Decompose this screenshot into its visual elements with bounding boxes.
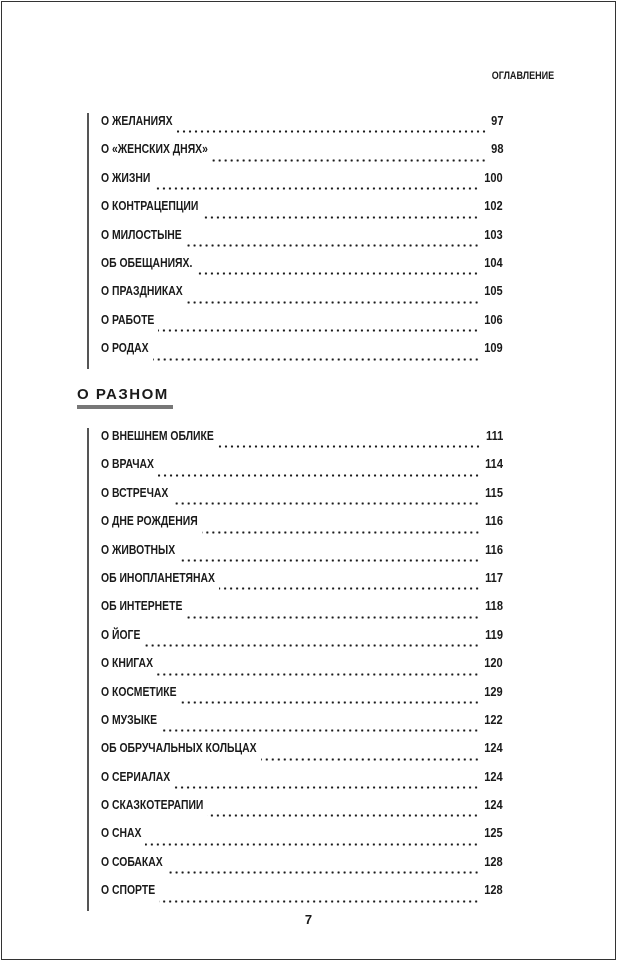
dot-leader [186, 244, 480, 247]
toc-entry-title-wrap [101, 627, 140, 642]
toc-entry-page: 124 [484, 740, 503, 756]
toc-entry-page: 128 [484, 882, 503, 898]
toc-entry-title-wrap [101, 312, 154, 327]
toc-entry-title: О СКАЗКОТЕРАПИИ [101, 797, 204, 813]
toc-entry-page: 128 [484, 853, 503, 869]
toc-entry-title-wrap [101, 825, 141, 840]
toc-entry-page: 114 [485, 456, 503, 472]
toc-entry-title-wrap [101, 198, 198, 213]
dot-leader [181, 701, 480, 704]
toc-entry-title: О ЙОГЕ [101, 626, 141, 642]
dot-leader [174, 786, 479, 789]
toc-entry-page: 124 [484, 797, 503, 813]
dot-leader [159, 900, 479, 903]
dot-leader [186, 616, 480, 619]
dot-leader [187, 301, 480, 304]
toc-entry-title: О ЖЕЛАНИЯХ [101, 113, 173, 128]
dot-leader [157, 673, 479, 676]
dot-leader [218, 445, 481, 448]
toc-entry-page: 118 [485, 598, 503, 614]
toc-entry-title-wrap [101, 740, 257, 755]
toc-entry[interactable] [89, 485, 503, 513]
toc-entry[interactable] [89, 712, 503, 740]
toc-entry-page: 116 [485, 513, 503, 529]
toc-entry-page: 122 [484, 711, 503, 727]
toc-entry[interactable] [89, 312, 503, 340]
dot-leader [177, 130, 487, 133]
toc-entry-page: 102 [484, 198, 503, 214]
toc-entry-title: О СЕРИАЛАХ [101, 768, 171, 784]
toc-entry-title-wrap [101, 769, 170, 784]
dot-leader [212, 159, 487, 162]
toc-entry-title: О ВНЕШНЕМ ОБЛИКЕ [101, 428, 214, 443]
toc-entry[interactable] [89, 797, 503, 825]
dot-leader [153, 358, 480, 361]
toc-entry-title: ОБ ИНТЕРНЕТЕ [101, 598, 183, 614]
toc-entry-title-wrap [101, 141, 208, 156]
toc-entry[interactable] [89, 255, 503, 283]
toc-entry-title-wrap [101, 170, 150, 185]
toc-entry[interactable] [89, 882, 503, 910]
toc-entry-title-wrap [101, 428, 214, 443]
toc-entry[interactable] [89, 598, 503, 626]
dot-leader [172, 502, 480, 505]
toc-entry-page: 103 [484, 226, 503, 242]
toc-entry-title-wrap [101, 570, 215, 585]
toc-entry-title: О КОСМЕТИКЕ [101, 683, 177, 699]
toc-entry-page: 124 [484, 768, 503, 784]
toc-entry-title: О КОНТРАЦЕПЦИИ [101, 198, 199, 214]
toc-entry[interactable] [89, 570, 503, 598]
running-head: ОГЛАВЛЕНИЕ [491, 70, 554, 82]
toc-entry[interactable] [89, 170, 503, 198]
toc-entry-title-wrap [101, 485, 168, 500]
toc-entry-page: 116 [485, 541, 503, 557]
toc-entry-title-wrap [101, 598, 182, 613]
toc-entry-title: О ВСТРЕЧАХ [101, 484, 169, 500]
toc-entry-page: 105 [484, 283, 503, 299]
toc-entry-page: 106 [484, 311, 503, 327]
toc-entry-page: 129 [484, 683, 503, 699]
toc-entry-title-wrap [101, 340, 149, 355]
toc-entry-title: О ЖИЗНИ [101, 169, 151, 185]
toc-entry-title-wrap [101, 456, 154, 471]
toc-entry-title: О РАБОТЕ [101, 311, 155, 327]
dot-leader [219, 587, 480, 590]
toc-entry[interactable] [89, 684, 503, 712]
toc-entry-title-wrap [101, 684, 177, 699]
toc-entry-title-wrap [101, 513, 198, 528]
toc-entry[interactable] [89, 542, 503, 570]
dot-leader [261, 758, 480, 761]
toc-entry-title: О КНИГАХ [101, 655, 153, 671]
toc-entry[interactable] [89, 428, 503, 456]
toc-entry[interactable] [89, 198, 503, 226]
toc-entry-title: О ВРАЧАХ [101, 456, 154, 472]
toc-entry-title: О СНАХ [101, 825, 142, 841]
toc-group-2 [87, 428, 503, 911]
toc-entry[interactable] [89, 227, 503, 255]
toc-entry[interactable] [89, 513, 503, 541]
dot-leader [145, 843, 479, 846]
toc-entry-page: 111 [485, 428, 503, 443]
dot-leader [161, 729, 479, 732]
dot-leader [179, 559, 480, 562]
toc-entry-title-wrap [101, 283, 183, 298]
dot-leader [207, 814, 479, 817]
toc-entry-title-wrap [101, 542, 175, 557]
toc-entry-title-wrap [101, 797, 203, 812]
dot-leader [196, 272, 479, 275]
toc-entry[interactable] [89, 825, 503, 853]
toc-entry-title-wrap [101, 882, 155, 897]
dot-leader [202, 531, 480, 534]
toc-entry-title: О ПРАЗДНИКАХ [101, 283, 183, 299]
toc-entry-title: О СПОРТЕ [101, 882, 156, 898]
toc-entry[interactable] [89, 740, 503, 768]
toc-entry-title-wrap [101, 255, 192, 270]
toc-entry[interactable] [89, 141, 503, 169]
dot-leader [202, 216, 479, 219]
dot-leader [158, 329, 479, 332]
toc-entry-title: О МУЗЫКЕ [101, 711, 158, 727]
toc-entry-title: О ДНЕ РОЖДЕНИЯ [101, 513, 198, 529]
toc-entry-title: ОБ ОБРУЧАЛЬНЫХ КОЛЬЦАХ [101, 740, 257, 756]
toc-entry-page: 97 [490, 113, 503, 128]
toc-entry-page: 104 [484, 254, 503, 270]
toc-entry[interactable] [89, 340, 503, 368]
toc-entry-page: 98 [490, 141, 503, 157]
page-number: 7 [304, 912, 313, 927]
dot-leader [158, 474, 480, 477]
toc-group-1 [87, 113, 503, 369]
dot-leader [144, 644, 480, 647]
toc-entry-title-wrap [101, 854, 163, 869]
toc-entry-title: О ЖИВОТНЫХ [101, 541, 176, 557]
toc-entry-title: О «ЖЕНСКИХ ДНЯХ» [101, 141, 208, 157]
toc-entry[interactable] [89, 769, 503, 797]
section-title: О РАЗНОМ [77, 386, 169, 403]
toc-entry-title: О МИЛОСТЫНЕ [101, 226, 182, 242]
toc-entry[interactable] [89, 113, 503, 141]
toc-entry-title: ОБ ИНОПЛАНЕТЯНАХ [101, 569, 215, 585]
toc-entry-page: 100 [484, 169, 503, 185]
toc-entry[interactable] [89, 283, 503, 311]
toc-entry-title-wrap [101, 227, 182, 242]
toc-entry-title: О СОБАКАХ [101, 853, 163, 869]
dot-leader [167, 871, 480, 874]
toc-entry-page: 115 [485, 484, 503, 500]
toc-entry-page: 120 [484, 655, 503, 671]
toc-entry-title: О РОДАХ [101, 340, 149, 356]
toc-entry-page: 119 [485, 626, 503, 642]
toc-entry[interactable] [89, 655, 503, 683]
toc-entry-title-wrap [101, 712, 157, 727]
toc-entry-page: 117 [485, 569, 503, 585]
section-underline [77, 405, 173, 409]
toc-entry[interactable] [89, 627, 503, 655]
toc-entry-page: 109 [484, 340, 503, 356]
toc-entry-title-wrap [101, 113, 173, 128]
toc-entry-title: ОБ ОБЕЩАНИЯХ. [101, 254, 193, 270]
toc-entry-title-wrap [101, 655, 153, 670]
dot-leader [154, 187, 479, 190]
toc-entry[interactable] [89, 456, 503, 484]
toc-entry[interactable] [89, 854, 503, 882]
toc-entry-page: 125 [484, 825, 503, 841]
